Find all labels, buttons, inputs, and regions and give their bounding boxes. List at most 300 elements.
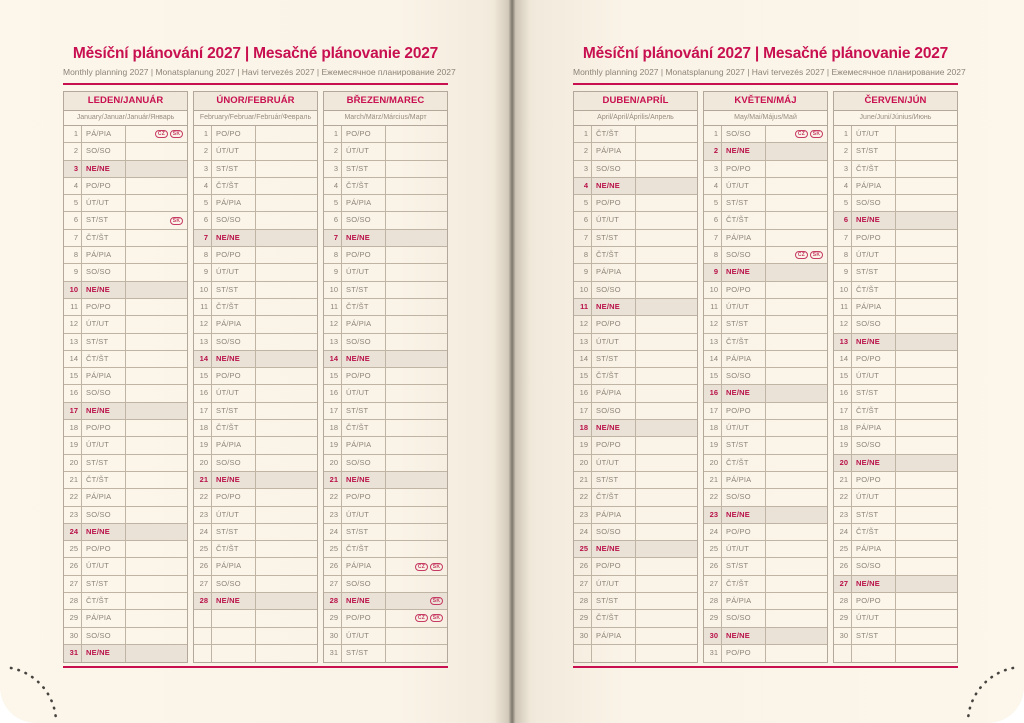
day-weekday: PÁ/PIA: [212, 558, 256, 574]
day-row: [704, 558, 827, 575]
day-row: [64, 420, 187, 437]
day-number: 18: [324, 420, 342, 436]
day-number: 8: [324, 247, 342, 263]
day-row: [64, 161, 187, 178]
day-row: [64, 472, 187, 489]
day-weekday: ČT/ŠT: [82, 230, 126, 246]
day-number: 2: [194, 143, 212, 159]
day-number: 6: [704, 212, 722, 228]
day-notes: [126, 507, 187, 523]
day-weekday: SO/SO: [722, 126, 766, 142]
day-row: [194, 472, 317, 489]
day-weekday: ÚT/UT: [212, 385, 256, 401]
day-row: [574, 541, 697, 558]
day-notes: [896, 420, 957, 436]
month-table-january: [63, 91, 188, 663]
day-weekday: SO/SO: [852, 195, 896, 211]
day-number: 9: [704, 264, 722, 280]
day-weekday: PO/PO: [342, 489, 386, 505]
day-row: [704, 351, 827, 368]
day-weekday: ÚT/UT: [82, 437, 126, 453]
day-weekday: ST/ST: [722, 316, 766, 332]
day-number: 24: [834, 524, 852, 540]
day-row: [194, 178, 317, 195]
day-row: [324, 420, 447, 437]
day-number: 3: [574, 161, 592, 177]
day-notes: [126, 195, 187, 211]
day-notes: [766, 351, 827, 367]
day-row: [194, 455, 317, 472]
day-number: 23: [834, 507, 852, 523]
day-row: [574, 489, 697, 506]
day-weekday: PÁ/PIA: [722, 472, 766, 488]
day-row: [64, 316, 187, 333]
page-subtitle: Monthly planning 2027 | Monatsplanung 2027 | Havi tervezés 2027 | Ежемесячное планирование 2027: [63, 67, 456, 77]
day-weekday: ČT/ŠT: [212, 420, 256, 436]
day-weekday: ÚT/UT: [212, 507, 256, 523]
day-notes: [896, 507, 957, 523]
page-title: Měsíční plánování 2027 | Mesačné plánovanie 2027: [582, 45, 949, 62]
day-number: 19: [324, 437, 342, 453]
day-notes: [766, 247, 827, 263]
day-weekday: ST/ST: [82, 334, 126, 350]
day-number: 3: [64, 161, 82, 177]
day-row: [324, 161, 447, 178]
day-number: 12: [64, 316, 82, 332]
day-notes: [896, 316, 957, 332]
day-row: [704, 610, 827, 627]
day-number: 30: [574, 628, 592, 644]
holiday-badge-cz-icon: CZ: [415, 614, 428, 622]
day-number: 3: [834, 161, 852, 177]
day-row: [194, 489, 317, 506]
day-notes: [896, 472, 957, 488]
day-weekday: NE/NE: [82, 645, 126, 662]
day-notes: [256, 212, 317, 228]
day-weekday: ÚT/UT: [342, 628, 386, 644]
day-notes: [386, 264, 447, 280]
day-notes: [766, 178, 827, 194]
day-number: 27: [324, 576, 342, 592]
day-weekday: PO/PO: [852, 472, 896, 488]
holiday-badge-sk-icon: SK: [430, 597, 443, 605]
day-notes: [386, 541, 447, 557]
day-row: [704, 161, 827, 178]
day-number: 20: [324, 455, 342, 471]
day-number: 18: [194, 420, 212, 436]
day-number: 18: [834, 420, 852, 436]
day-weekday: SO/SO: [592, 524, 636, 540]
day-notes: [386, 282, 447, 298]
day-notes: [256, 334, 317, 350]
day-row: [704, 628, 827, 645]
day-row: [574, 212, 697, 229]
day-notes: [636, 230, 697, 246]
day-weekday: SO/SO: [342, 576, 386, 592]
day-notes: [766, 593, 827, 609]
month-languages: June/Juni/Június/Июнь: [834, 111, 957, 126]
day-notes: [896, 161, 957, 177]
day-number: 31: [324, 645, 342, 662]
day-number: 7: [574, 230, 592, 246]
day-number: 14: [574, 351, 592, 367]
day-row: [574, 178, 697, 195]
day-row: [704, 576, 827, 593]
day-weekday: PÁ/PIA: [342, 558, 386, 574]
day-notes: [766, 299, 827, 315]
day-notes: [896, 299, 957, 315]
day-notes: [636, 212, 697, 228]
day-number: 29: [324, 610, 342, 626]
day-notes: [256, 403, 317, 419]
day-weekday: ÚT/UT: [852, 247, 896, 263]
day-number: 1: [704, 126, 722, 142]
day-row: [194, 299, 317, 316]
day-row: [834, 524, 957, 541]
day-number: 15: [324, 368, 342, 384]
day-weekday: SO/SO: [722, 489, 766, 505]
day-weekday: NE/NE: [82, 161, 126, 177]
day-number: 3: [324, 161, 342, 177]
day-number: 2: [324, 143, 342, 159]
day-weekday: PÁ/PIA: [852, 420, 896, 436]
day-weekday: SO/SO: [212, 576, 256, 592]
day-number: 25: [834, 541, 852, 557]
day-number: 1: [194, 126, 212, 142]
day-notes: [636, 247, 697, 263]
holiday-badge-sk-icon: SK: [430, 614, 443, 622]
day-row: [704, 368, 827, 385]
day-number: 12: [574, 316, 592, 332]
day-notes: [896, 334, 957, 350]
day-notes: [766, 264, 827, 280]
day-row: [324, 576, 447, 593]
day-number: 26: [574, 558, 592, 574]
day-weekday: PO/PO: [342, 247, 386, 263]
day-weekday: PO/PO: [852, 351, 896, 367]
day-weekday: PO/PO: [592, 316, 636, 332]
day-notes: [896, 282, 957, 298]
day-row: [64, 593, 187, 610]
day-row: [194, 593, 317, 610]
day-row: [834, 610, 957, 627]
day-weekday: ÚT/UT: [342, 385, 386, 401]
day-notes: [766, 507, 827, 523]
day-row: [64, 212, 187, 229]
holiday-badge-cz-icon: CZ: [795, 251, 808, 259]
day-row: [574, 264, 697, 281]
day-row: [834, 403, 957, 420]
day-row: [574, 524, 697, 541]
day-weekday: ST/ST: [212, 524, 256, 540]
day-weekday: PÁ/PIA: [212, 195, 256, 211]
day-number: 11: [574, 299, 592, 315]
day-notes: [766, 161, 827, 177]
day-notes: [766, 282, 827, 298]
day-number: 24: [194, 524, 212, 540]
month-table-may: [703, 91, 828, 663]
day-weekday: PÁ/PIA: [722, 230, 766, 246]
day-number: [194, 645, 212, 662]
day-number: 20: [704, 455, 722, 471]
day-notes: [126, 558, 187, 574]
day-row: [324, 628, 447, 645]
day-notes: [386, 610, 447, 626]
day-number: 16: [704, 385, 722, 401]
day-notes: [766, 212, 827, 228]
month-languages: January/Januar/Január/Январь: [64, 111, 187, 126]
day-weekday: NE/NE: [342, 351, 386, 367]
day-weekday: PÁ/PIA: [82, 489, 126, 505]
day-row: [704, 247, 827, 264]
day-notes: [256, 437, 317, 453]
day-row: [194, 628, 317, 645]
day-notes: [636, 420, 697, 436]
day-number: 7: [834, 230, 852, 246]
day-weekday: NE/NE: [722, 628, 766, 644]
day-notes: [256, 507, 317, 523]
day-notes: [766, 645, 827, 662]
day-weekday: NE/NE: [722, 143, 766, 159]
day-notes: [636, 437, 697, 453]
day-weekday: ÚT/UT: [852, 126, 896, 142]
day-weekday: SO/SO: [342, 212, 386, 228]
day-row: [194, 420, 317, 437]
day-row: [324, 455, 447, 472]
day-weekday: ST/ST: [212, 403, 256, 419]
day-row: [194, 161, 317, 178]
day-number: 17: [834, 403, 852, 419]
day-notes: [256, 299, 317, 315]
day-number: 23: [64, 507, 82, 523]
day-number: 20: [194, 455, 212, 471]
day-notes: [126, 593, 187, 609]
day-notes: [896, 385, 957, 401]
day-weekday: PÁ/PIA: [592, 264, 636, 280]
day-number: 23: [194, 507, 212, 523]
day-row: [194, 558, 317, 575]
day-number: 4: [64, 178, 82, 194]
day-number: 14: [324, 351, 342, 367]
day-notes: [766, 541, 827, 557]
day-number: 7: [704, 230, 722, 246]
day-row: [834, 195, 957, 212]
day-notes: [896, 437, 957, 453]
day-notes: [896, 489, 957, 505]
day-notes: [636, 178, 697, 194]
day-row: [574, 558, 697, 575]
page-left-content: [63, 0, 456, 668]
day-weekday: NE/NE: [592, 420, 636, 436]
day-notes: [256, 178, 317, 194]
month-name: ÚNOR/FEBRUÁR: [194, 92, 317, 111]
day-row: [324, 351, 447, 368]
page-right: [512, 0, 1024, 723]
day-notes: [766, 576, 827, 592]
day-number: 22: [64, 489, 82, 505]
day-number: 5: [704, 195, 722, 211]
day-number: 4: [194, 178, 212, 194]
day-number: 12: [834, 316, 852, 332]
day-row: [324, 247, 447, 264]
day-weekday: ČT/ŠT: [592, 247, 636, 263]
day-notes: [256, 576, 317, 592]
day-weekday: ST/ST: [592, 351, 636, 367]
day-notes: [896, 178, 957, 194]
day-weekday: PO/PO: [342, 368, 386, 384]
day-notes: [256, 489, 317, 505]
day-row: [704, 420, 827, 437]
month-name: KVĚTEN/MÁJ: [704, 92, 827, 111]
day-number: [574, 645, 592, 662]
day-notes: [896, 351, 957, 367]
day-notes: [386, 403, 447, 419]
day-number: 30: [324, 628, 342, 644]
day-number: 8: [834, 247, 852, 263]
day-number: 6: [324, 212, 342, 228]
months-row: [63, 91, 448, 663]
day-weekday: ČT/ŠT: [722, 334, 766, 350]
day-weekday: ČT/ŠT: [342, 299, 386, 315]
day-weekday: SO/SO: [722, 247, 766, 263]
month-languages: March/März/Március/Март: [324, 111, 447, 126]
day-row: [324, 230, 447, 247]
day-row: [194, 282, 317, 299]
day-weekday: ČT/ŠT: [592, 610, 636, 626]
day-weekday: PO/PO: [212, 247, 256, 263]
day-row: [324, 472, 447, 489]
day-row: [64, 264, 187, 281]
day-weekday: NE/NE: [722, 385, 766, 401]
day-number: 25: [64, 541, 82, 557]
day-notes: [126, 645, 187, 662]
day-row: [64, 507, 187, 524]
day-number: 7: [64, 230, 82, 246]
day-notes: [636, 351, 697, 367]
day-number: 22: [194, 489, 212, 505]
day-row: [834, 264, 957, 281]
day-weekday: PÁ/PIA: [212, 437, 256, 453]
day-weekday: SO/SO: [852, 437, 896, 453]
day-number: 4: [834, 178, 852, 194]
day-weekday: PO/PO: [212, 368, 256, 384]
day-number: 19: [194, 437, 212, 453]
day-notes: [126, 403, 187, 419]
day-row: [704, 385, 827, 402]
day-weekday: PO/PO: [592, 558, 636, 574]
day-number: 16: [64, 385, 82, 401]
day-row: [194, 610, 317, 627]
day-number: 5: [574, 195, 592, 211]
day-weekday: NE/NE: [852, 212, 896, 228]
day-weekday: PÁ/PIA: [852, 178, 896, 194]
day-number: 23: [574, 507, 592, 523]
day-row: [194, 368, 317, 385]
day-notes: [636, 161, 697, 177]
day-number: 7: [324, 230, 342, 246]
day-row: [834, 420, 957, 437]
day-weekday: PÁ/PIA: [342, 195, 386, 211]
day-weekday: SO/SO: [722, 610, 766, 626]
day-weekday: PO/PO: [722, 161, 766, 177]
day-row: [704, 437, 827, 454]
day-notes: [386, 230, 447, 246]
day-row: [574, 403, 697, 420]
day-row: [834, 437, 957, 454]
day-number: 27: [64, 576, 82, 592]
day-notes: [126, 385, 187, 401]
day-weekday: PÁ/PIA: [212, 316, 256, 332]
day-number: 30: [64, 628, 82, 644]
day-number: 8: [704, 247, 722, 263]
day-weekday: ČT/ŠT: [212, 299, 256, 315]
day-number: 7: [194, 230, 212, 246]
day-weekday: PÁ/PIA: [592, 628, 636, 644]
day-weekday: SO/SO: [82, 143, 126, 159]
day-weekday: ST/ST: [852, 507, 896, 523]
perforation-dots-bottom-right-icon: [944, 643, 1024, 723]
day-number: 19: [574, 437, 592, 453]
day-notes: [766, 489, 827, 505]
day-weekday: PÁ/PIA: [852, 541, 896, 557]
day-notes: [256, 351, 317, 367]
day-notes: [636, 334, 697, 350]
day-weekday: ÚT/UT: [852, 368, 896, 384]
day-row: [194, 437, 317, 454]
day-number: 16: [574, 385, 592, 401]
day-row: [574, 368, 697, 385]
day-notes: [636, 645, 697, 662]
day-notes: [636, 558, 697, 574]
day-weekday: SO/SO: [852, 558, 896, 574]
day-row: [834, 558, 957, 575]
day-notes: [386, 576, 447, 592]
day-notes: [896, 368, 957, 384]
day-number: 15: [194, 368, 212, 384]
day-row: [324, 299, 447, 316]
day-number: 8: [574, 247, 592, 263]
day-notes: [256, 195, 317, 211]
month-rows: [704, 126, 827, 662]
day-notes: [256, 264, 317, 280]
day-notes: [636, 455, 697, 471]
day-weekday: ČT/ŠT: [852, 282, 896, 298]
day-number: 3: [704, 161, 722, 177]
day-number: [194, 610, 212, 626]
day-row: [194, 645, 317, 662]
day-row: [194, 212, 317, 229]
day-notes: [386, 558, 447, 574]
day-notes: [386, 316, 447, 332]
day-notes: [256, 610, 317, 626]
day-row: [574, 645, 697, 662]
bottom-rule: [573, 666, 958, 668]
day-notes: [636, 403, 697, 419]
day-row: [64, 489, 187, 506]
day-notes: [256, 161, 317, 177]
day-number: 22: [324, 489, 342, 505]
day-number: 14: [834, 351, 852, 367]
day-notes: [766, 195, 827, 211]
day-weekday: SO/SO: [342, 455, 386, 471]
page-right-content: [573, 0, 966, 668]
day-number: 18: [64, 420, 82, 436]
day-row: [834, 212, 957, 229]
day-number: 31: [704, 645, 722, 662]
day-row: [324, 264, 447, 281]
day-number: 17: [574, 403, 592, 419]
day-weekday: ČT/ŠT: [82, 593, 126, 609]
